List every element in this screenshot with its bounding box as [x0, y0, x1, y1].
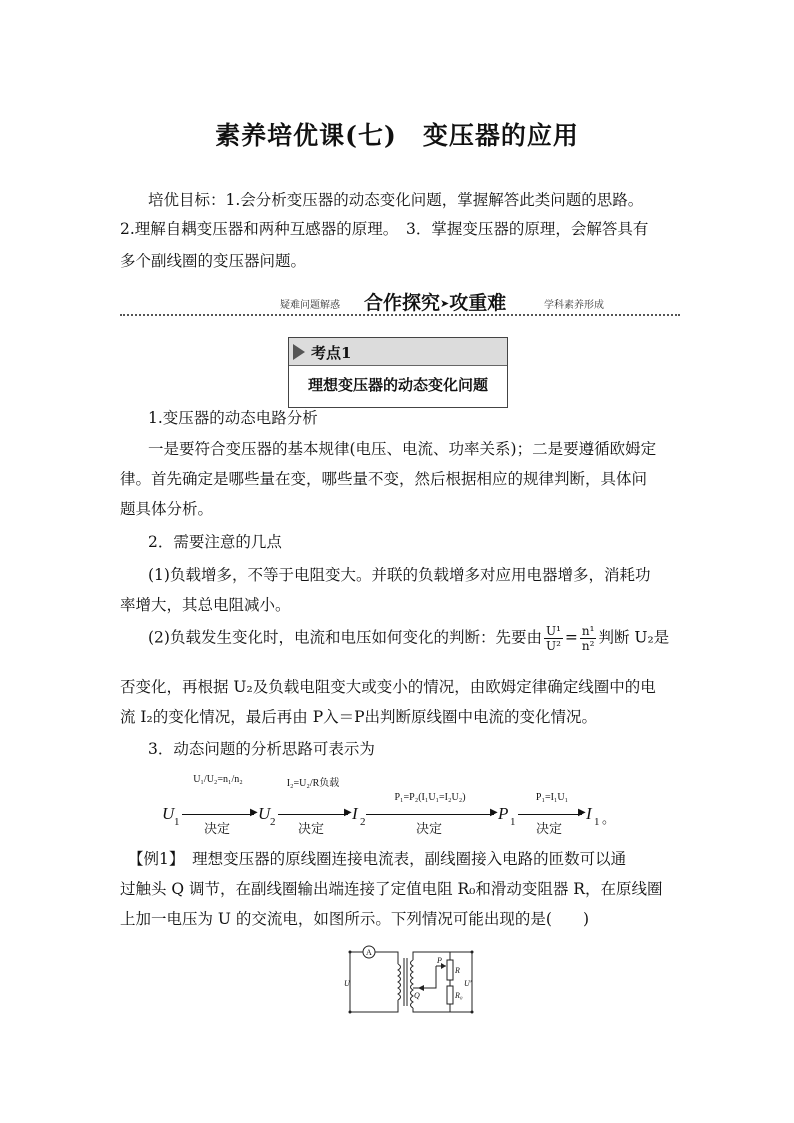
flow-p1: P	[498, 804, 509, 823]
flow-u1-sub: 1	[174, 816, 180, 828]
arrow-head-icon: ▶	[250, 807, 258, 818]
topic-tag: 考点1	[311, 344, 352, 362]
flow-formula-2: I₂=U₂/R负载	[286, 778, 340, 789]
flow-arrow-3	[366, 814, 494, 815]
sec1-line-2: 律。首先确定是哪些量在变，哪些量不变，然后根据相应的规律判断，具体问	[120, 470, 648, 488]
frac-n-den: n²	[581, 639, 595, 653]
flow-formula-1: U₁/U₂=n₁/n₂	[193, 774, 243, 785]
output-u-label: U′	[464, 979, 472, 988]
sec2-b-pre: (2)负载发生变化时，电流和电压如何变化的判断：先要由	[148, 628, 542, 647]
banner-main-2: 攻重难	[449, 292, 507, 314]
flow-decide-1: 决定	[204, 821, 231, 836]
flow-decide-2: 决定	[298, 821, 325, 836]
banner-main-text	[364, 288, 506, 315]
resistor-r0-label: R₀	[455, 991, 463, 1000]
flow-i1-sub: 1	[594, 816, 600, 828]
flow-u1: U	[162, 804, 175, 823]
section-banner	[120, 288, 680, 316]
frac-u-den: U²	[545, 639, 561, 653]
banner-left-text: 疑难问题解惑	[280, 300, 340, 311]
frac-u-num: U¹	[545, 624, 561, 638]
goal-line-3: 多个副线圈的变压器问题。	[120, 252, 307, 270]
source-u-label: U	[344, 979, 350, 988]
flow-arrow-4	[518, 814, 582, 815]
flow-arrow-2	[278, 814, 348, 815]
analysis-flow	[160, 770, 640, 840]
flow-i2: I	[352, 804, 358, 823]
topic-tab	[289, 338, 507, 366]
sec1-heading: 1.变压器的动态电路分析	[148, 409, 318, 427]
flow-i2-sub: 2	[360, 816, 366, 828]
example-line-3: 上加一电压为 U 的交流电，如图所示。下列情况可能出现的是( )	[120, 910, 590, 928]
slider-p-label: P	[437, 956, 442, 965]
sec2-a-line-2: 率增大，其总电阻减小。	[120, 596, 291, 614]
frac-n-num: n¹	[581, 624, 595, 638]
arrow-head-icon: ▶	[490, 807, 498, 818]
flow-end: 。	[602, 811, 616, 826]
example-line-2: 过触头 Q 调节，在副线圈输出端连接了定值电阻 R₀和滑动变阻器 R，在原线圈	[120, 880, 663, 898]
sec1-line-1: 一是要符合变压器的基本规律(电压、电流、功率关系)；二是要遵循欧姆定	[148, 440, 657, 458]
flow-i1: I	[586, 804, 592, 823]
banner-right-text: 学科素养形成	[544, 300, 604, 311]
turns-ratio	[580, 624, 597, 653]
sec2-a-line-1: (1)负载增多，不等于电阻变大。并联的负载增多对应用电器增多，消耗功	[148, 566, 651, 584]
flow-p1-sub: 1	[510, 816, 516, 828]
arrow-head-icon: ▶	[344, 807, 352, 818]
sec3-heading: 3．动态问题的分析思路可表示为	[148, 740, 375, 758]
flow-u2: U	[258, 804, 271, 823]
flow-formula-4: P₁=I₁U₁	[535, 792, 569, 803]
rheostat-r-label: R	[455, 966, 460, 975]
sec1-line-3: 题具体分析。	[120, 500, 214, 518]
goal-line-2: 2.理解自耦变压器和两种互感器的原理。 3．掌握变压器的原理，会解答具有	[120, 220, 649, 238]
flow-formula-3: P₁=P₂(I₁U₁=I₂U₂)	[394, 792, 466, 803]
voltage-ratio	[544, 624, 563, 653]
transformer-circuit-diagram	[340, 942, 480, 1024]
sec2-heading: 2．需要注意的几点	[148, 533, 282, 551]
banner-main-1: 合作探究	[364, 292, 441, 314]
flow-u2-sub: 2	[270, 816, 276, 828]
arrow-icon: ➤	[440, 297, 450, 310]
flow-decide-3: 决定	[416, 821, 443, 836]
arrow-head-icon: ▶	[578, 807, 586, 818]
sec2-b-post: 判断 U₂是	[598, 628, 670, 647]
tap-q-label: Q	[414, 991, 420, 1000]
triangle-icon	[293, 344, 305, 360]
topic-box	[288, 337, 508, 408]
goal-line-1: 培优目标：1.会分析变压器的动态变化问题，掌握解答此类问题的思路。	[148, 191, 644, 209]
sec2-b-line-2: 否变化，再根据 U₂及负载电阻变大或变小的情况，由欧姆定律确定线圈中的电	[120, 678, 656, 696]
page-title: 素养培优课(七) 变压器的应用	[215, 121, 579, 150]
sec2-b-line-3: 流 I₂的变化情况，最后再由 P入＝P出判断原线圈中电流的变化情况。	[120, 708, 598, 726]
flow-decide-4: 决定	[536, 821, 563, 836]
sec2-b-line-1: (2)负载发生变化时，电流和电压如何变化的判断：先要由 $\frac{\text{U¹}}{\text{U²}}$ = $\frac{\text{n¹}}{\text{n²}}$ 判断 U₂是	[148, 624, 670, 653]
example-line-1: 【例1】 理想变压器的原线圈连接电流表，副线圈接入电路的匝数可以通	[128, 850, 627, 868]
flow-arrow-1	[182, 814, 254, 815]
topic-name: 理想变压器的动态变化问题	[307, 376, 488, 394]
ammeter-label: A	[366, 948, 372, 957]
